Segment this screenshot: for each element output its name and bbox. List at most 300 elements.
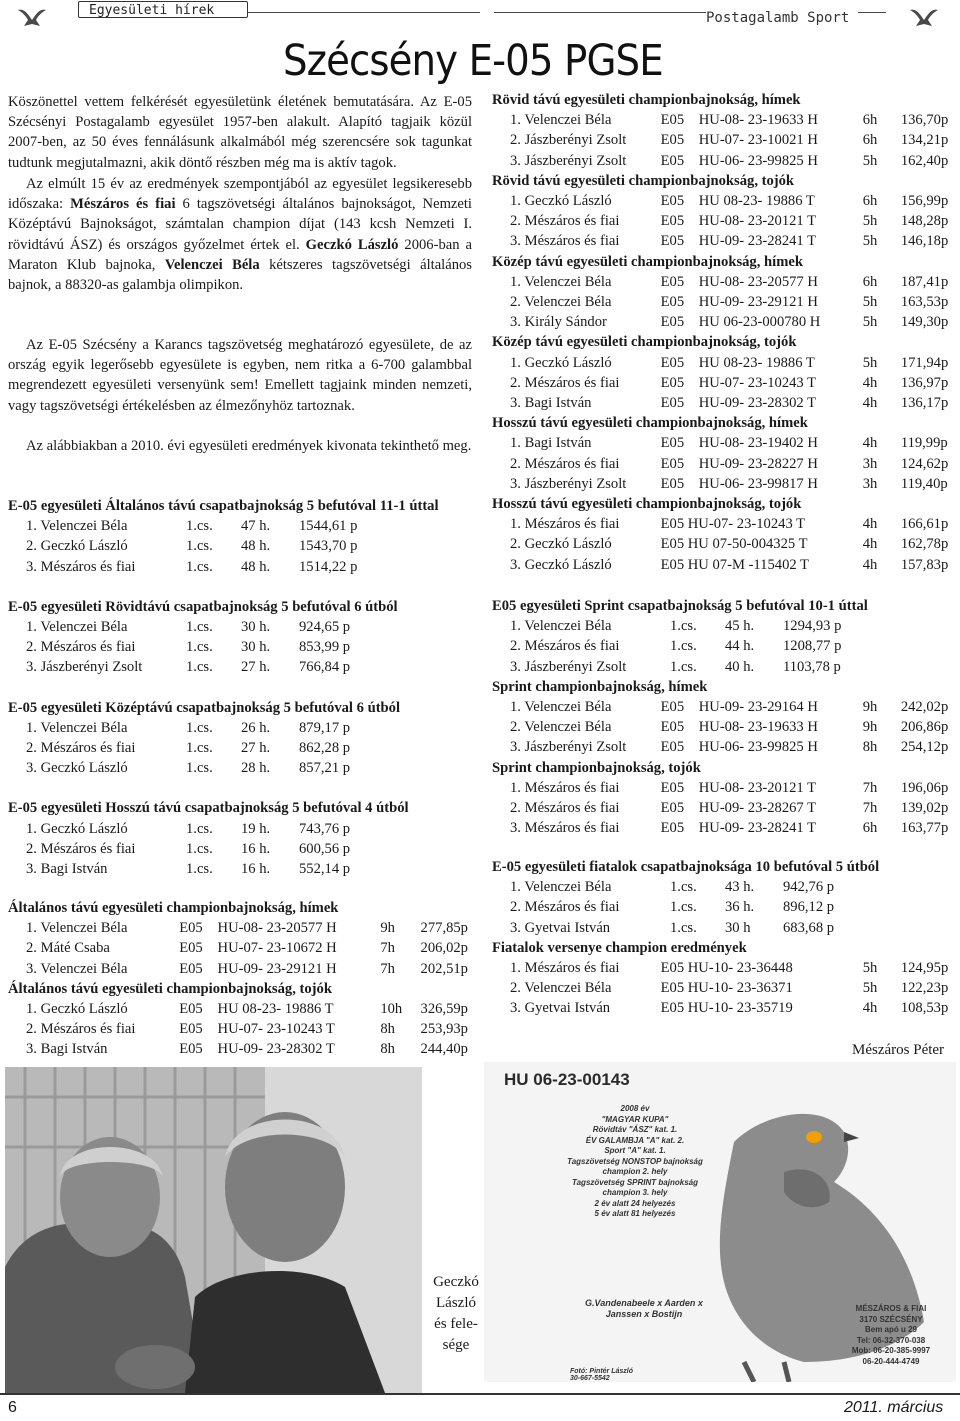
champion-results-left bbox=[8, 898, 478, 1060]
results-row bbox=[492, 373, 958, 393]
results-cell: 1514,22 p bbox=[299, 558, 358, 575]
results-cell: 124,95p bbox=[900, 960, 949, 977]
results-cell: 4h bbox=[862, 395, 878, 412]
results-cell: 2. Mészáros és fiai bbox=[26, 1021, 136, 1038]
results-cell: 5h bbox=[862, 213, 878, 230]
results-row bbox=[8, 1039, 478, 1059]
results-cell: 47 h. bbox=[241, 518, 271, 535]
results-cell: 44 h. bbox=[725, 638, 755, 655]
results-cell: 924,65 p bbox=[299, 619, 351, 636]
results-cell: 30 h bbox=[725, 919, 751, 936]
results-cell: 136,97p bbox=[900, 374, 949, 391]
results-cell: 1. Bagi István bbox=[510, 435, 592, 452]
results-cell: 1.cs. bbox=[670, 638, 697, 655]
results-cell: 8h bbox=[380, 1021, 395, 1038]
results-cell: 857,21 p bbox=[299, 760, 351, 777]
results-cell: E05 bbox=[660, 374, 685, 391]
results-cell: E05 HU 07-M -115402 T bbox=[660, 556, 809, 573]
results-row bbox=[492, 717, 958, 737]
results-row bbox=[8, 657, 478, 677]
results-cell: 1.cs. bbox=[186, 538, 213, 555]
results-cell: HU-08- 23-20121 T bbox=[698, 779, 817, 796]
results-cell: 119,99p bbox=[900, 435, 948, 452]
results-cell: 10h bbox=[380, 1001, 403, 1018]
results-cell: 6h bbox=[862, 132, 878, 149]
results-cell: 3. Jászberényi Zsolt bbox=[510, 152, 627, 169]
results-cell: HU-08- 23-19633 H bbox=[698, 112, 818, 129]
results-cell: 2. Jászberényi Zsolt bbox=[510, 132, 627, 149]
pigeon-owner-info: MÉSZÁROS & FIAI 3170 SZÉCSÉNY Bem apó u 29 Tel: 06-32-370-038 Mob: 06-20-385-9997 06-20-444-4749 bbox=[851, 1304, 931, 1366]
results-heading: Általános távú egyesületi championbajnokság, tojók bbox=[8, 980, 332, 997]
results-row bbox=[8, 959, 478, 979]
results-cell: E05 bbox=[660, 112, 685, 129]
results-cell: E05 bbox=[660, 193, 685, 210]
results-cell: 2. Velenczei Béla bbox=[510, 980, 612, 997]
results-cell: 206,86p bbox=[900, 719, 949, 736]
intro-paragraph: Köszönettel vettem felkérését egyesületünk életének bemutatására. Az E-05 Szécsényi Postagalamb egyesület 1957-ben alakult. Alapító tagjaik közül 2007-ben, az 50 éves fennálásunk alkalmából még szerencsére sok tagunkat tudtunk megjutalmazni, akik döntő részben még ma is aktív tagok. bbox=[8, 94, 472, 171]
results-cell: 119,40p bbox=[900, 475, 948, 492]
results-cell: 4h bbox=[862, 536, 878, 553]
results-row bbox=[8, 938, 478, 958]
results-cell: 3. Velenczei Béla bbox=[26, 960, 128, 977]
author-credit: Mészáros Péter bbox=[852, 1042, 945, 1058]
results-row bbox=[492, 534, 958, 554]
results-cell: 2. Mészáros és fiai bbox=[510, 455, 620, 472]
section-label: Egyesületi hírek bbox=[78, 1, 248, 18]
results-row bbox=[492, 998, 958, 1018]
results-cell: 1.cs. bbox=[186, 719, 213, 736]
results-cell: E05 bbox=[179, 1021, 203, 1038]
results-cell: 162,40p bbox=[900, 152, 949, 169]
results-cell: 48 h. bbox=[241, 538, 271, 555]
results-heading: Hosszú távú egyesületi championbajnokság, hímek bbox=[492, 415, 808, 432]
results-cell: 277,85p bbox=[420, 920, 468, 937]
results-row bbox=[492, 555, 958, 575]
results-cell: 16 h. bbox=[241, 840, 271, 857]
article-title: Szécsény E-05 PGSE bbox=[283, 36, 663, 86]
magazine-name: Postagalamb Sport bbox=[706, 10, 850, 26]
results-heading: Fiatalok versenye champion eredmények bbox=[492, 939, 747, 956]
results-heading: E05 egyesületi Sprint csapatbajnokság 5 befutóval 10-1 úttal bbox=[492, 598, 868, 614]
results-row bbox=[492, 130, 958, 150]
results-heading: Hosszú távú egyesületi championbajnokság, tojók bbox=[492, 496, 802, 513]
results-row bbox=[492, 231, 958, 251]
champion-results-right bbox=[492, 90, 958, 575]
footer-rule bbox=[0, 1393, 960, 1395]
results-row bbox=[492, 514, 958, 534]
results-cell: 2. Mészáros és fiai bbox=[26, 740, 136, 757]
issue-date: 2011. március bbox=[844, 1399, 944, 1416]
results-cell: 326,59p bbox=[420, 1001, 468, 1018]
results-row bbox=[492, 292, 958, 312]
results-cell: HU-09- 23-29121 H bbox=[217, 960, 337, 977]
results-row bbox=[8, 516, 478, 536]
results-cell: E05 bbox=[660, 455, 685, 472]
results-heading: E-05 egyesületi fiatalok csapatbajnoksága 10 befutóval 5 útból bbox=[492, 859, 880, 875]
results-row bbox=[492, 151, 958, 171]
results-cell: E05 bbox=[660, 699, 685, 716]
results-cell: 1. Velenczei Béla bbox=[26, 619, 128, 636]
results-heading: Rövid távú egyesületi championbajnokság, tojók bbox=[492, 172, 795, 189]
results-cell: 36 h. bbox=[725, 899, 755, 916]
results-cell: E05 HU-07- 23-10243 T bbox=[660, 516, 806, 533]
results-cell: E05 bbox=[660, 779, 685, 796]
results-cell: 2. Mészáros és fiai bbox=[510, 899, 620, 916]
intro-paragraph: Az alábbiakban a 2010. évi egyesületi eredmények kivonata tekinthető meg. bbox=[26, 438, 472, 454]
results-heading: Közép távú egyesületi championbajnokság, hímek bbox=[492, 253, 803, 270]
results-row bbox=[492, 897, 958, 917]
results-row bbox=[8, 557, 478, 577]
results-cell: 896,12 p bbox=[783, 899, 835, 916]
results-cell: 2. Máté Csaba bbox=[26, 940, 110, 957]
header-rule bbox=[248, 12, 480, 13]
results-cell: 1.cs. bbox=[670, 899, 697, 916]
results-cell: 1.cs. bbox=[186, 861, 213, 878]
results-cell: 2. Velenczei Béla bbox=[510, 294, 612, 311]
results-cell: 1.cs. bbox=[670, 618, 697, 635]
results-cell: HU 08-23- 19886 T bbox=[698, 193, 815, 210]
results-row bbox=[492, 211, 958, 231]
results-cell: 139,02p bbox=[900, 800, 949, 817]
results-cell: 1. Velenczei Béla bbox=[510, 879, 612, 896]
results-cell: 134,21p bbox=[900, 132, 949, 149]
results-cell: 743,76 p bbox=[299, 820, 351, 837]
results-cell: 108,53p bbox=[900, 1000, 949, 1017]
results-cell: 3. Király Sándor bbox=[510, 314, 607, 331]
results-cell: 149,30p bbox=[900, 314, 949, 331]
results-row bbox=[492, 798, 958, 818]
results-cell: 5h bbox=[862, 233, 878, 250]
results-cell: 6h bbox=[862, 273, 878, 290]
results-cell: HU-09- 23-28241 T bbox=[698, 820, 817, 837]
results-cell: 3. Mészáros és fiai bbox=[26, 558, 136, 575]
results-cell: 1.cs. bbox=[186, 619, 213, 636]
results-cell: 19 h. bbox=[241, 820, 271, 837]
results-row bbox=[8, 718, 478, 738]
results-cell: 146,18p bbox=[900, 233, 949, 250]
results-cell: 2. Mészáros és fiai bbox=[26, 639, 136, 656]
results-cell: 1. Geczkó László bbox=[26, 820, 128, 837]
results-cell: 853,99 p bbox=[299, 639, 351, 656]
results-row bbox=[8, 918, 478, 938]
results-cell: 683,68 p bbox=[783, 919, 835, 936]
results-cell: HU-08- 23-20577 H bbox=[698, 273, 818, 290]
results-heading: Sprint championbajnokság, hímek bbox=[492, 678, 708, 695]
results-cell: 242,02p bbox=[900, 699, 949, 716]
results-row bbox=[492, 272, 958, 292]
results-cell: 3. Bagi István bbox=[26, 861, 108, 878]
results-cell: 16 h. bbox=[241, 861, 271, 878]
results-cell: HU-09- 23-28267 T bbox=[698, 800, 817, 817]
results-cell: 3. Mészáros és fiai bbox=[510, 233, 620, 250]
results-cell: 5h bbox=[862, 980, 878, 997]
results-cell: 3. Geczkó László bbox=[510, 556, 612, 573]
results-cell: 1294,93 p bbox=[783, 618, 842, 635]
results-cell: 552,14 p bbox=[299, 861, 351, 878]
results-cell: E05 HU-10- 23-35719 bbox=[660, 1000, 793, 1017]
results-heading: Sprint championbajnokság, tojók bbox=[492, 759, 701, 776]
results-cell: 171,94p bbox=[900, 354, 949, 371]
results-cell: 26 h. bbox=[241, 719, 271, 736]
results-cell: 254,12p bbox=[900, 739, 949, 756]
results-row bbox=[8, 637, 478, 657]
results-cell: E05 HU 07-50-004325 T bbox=[660, 536, 808, 553]
sprint-results bbox=[492, 596, 958, 838]
results-cell: 4h bbox=[862, 556, 878, 573]
results-cell: 600,56 p bbox=[299, 840, 351, 857]
results-heading: E-05 egyesületi Hosszú távú csapatbajnokság 5 befutóval 4 útból bbox=[8, 800, 409, 817]
results-row bbox=[492, 312, 958, 332]
results-cell: HU-07- 23-10243 T bbox=[698, 374, 817, 391]
results-cell: 43 h. bbox=[725, 879, 755, 896]
results-cell: 3. Gyetvai István bbox=[510, 1000, 611, 1017]
results-cell: 3. Geczkó László bbox=[26, 760, 128, 777]
results-row bbox=[492, 958, 958, 978]
results-cell: E05 bbox=[660, 719, 685, 736]
results-cell: 1.cs. bbox=[186, 760, 213, 777]
results-cell: HU-09- 23-29164 H bbox=[698, 699, 818, 716]
results-cell: HU-09- 23-28302 T bbox=[698, 395, 817, 412]
results-cell: 766,84 p bbox=[299, 659, 351, 676]
results-cell: 5h bbox=[862, 314, 878, 331]
results-cell: 148,28p bbox=[900, 213, 949, 230]
photo-caption: Geczkó László és fele- sége bbox=[433, 1274, 479, 1353]
results-cell: HU-07- 23-10021 H bbox=[698, 132, 818, 149]
results-cell: 1. Geczkó László bbox=[26, 1001, 128, 1018]
results-cell: 1. Velenczei Béla bbox=[510, 112, 612, 129]
results-cell: 28 h. bbox=[241, 760, 271, 777]
results-cell: 163,77p bbox=[900, 820, 949, 837]
results-cell: E05 bbox=[660, 152, 685, 169]
results-cell: 1. Velenczei Béla bbox=[26, 719, 128, 736]
results-cell: 187,41p bbox=[900, 273, 949, 290]
results-cell: 1. Geczkó László bbox=[510, 354, 612, 371]
results-row bbox=[492, 191, 958, 211]
results-cell: 7h bbox=[862, 779, 878, 796]
page-number: 6 bbox=[8, 1399, 17, 1416]
results-cell: 879,17 p bbox=[299, 719, 351, 736]
results-row bbox=[492, 474, 958, 494]
results-cell: 1. Mészáros és fiai bbox=[510, 779, 620, 796]
results-cell: 2. Mészáros és fiai bbox=[510, 374, 620, 391]
dove-logo-icon bbox=[906, 4, 942, 39]
results-row bbox=[8, 999, 478, 1019]
results-row bbox=[492, 433, 958, 453]
results-row bbox=[492, 353, 958, 373]
results-cell: HU-07- 23-10243 T bbox=[217, 1021, 335, 1038]
results-cell: 157,83p bbox=[900, 556, 949, 573]
results-row bbox=[492, 818, 958, 838]
results-cell: 942,76 p bbox=[783, 879, 835, 896]
results-row bbox=[492, 918, 958, 938]
results-cell: 162,78p bbox=[900, 536, 949, 553]
results-cell: 8h bbox=[862, 739, 878, 756]
results-cell: E05 bbox=[660, 800, 685, 817]
results-cell: HU 08-23- 19886 T bbox=[217, 1001, 334, 1018]
header-rule bbox=[858, 12, 886, 13]
results-cell: 2. Mészáros és fiai bbox=[26, 840, 136, 857]
results-cell: 27 h. bbox=[241, 659, 271, 676]
results-cell: HU-09- 23-28241 T bbox=[698, 233, 817, 250]
pigeon-ring-number: HU 06-23-00143 bbox=[504, 1070, 630, 1089]
results-row bbox=[8, 617, 478, 637]
results-cell: 156,99p bbox=[900, 193, 949, 210]
results-cell: 4h bbox=[862, 1000, 878, 1017]
results-cell: 136,17p bbox=[900, 395, 949, 412]
results-cell: 27 h. bbox=[241, 740, 271, 757]
results-cell: 3h bbox=[862, 475, 878, 492]
results-cell: 1208,77 p bbox=[783, 638, 842, 655]
results-cell: HU-08- 23-20121 T bbox=[698, 213, 817, 230]
results-cell: 136,70p bbox=[900, 112, 949, 129]
results-cell: 4h bbox=[862, 374, 878, 391]
results-row bbox=[492, 877, 958, 897]
results-row bbox=[492, 616, 958, 636]
results-heading: Általános távú egyesületi championbajnokság, hímek bbox=[8, 900, 339, 916]
results-cell: 1. Velenczei Béla bbox=[26, 920, 128, 937]
results-cell: 1.cs. bbox=[670, 919, 697, 936]
results-cell: 3. Bagi István bbox=[510, 395, 592, 412]
results-cell: E05 bbox=[660, 233, 685, 250]
results-row bbox=[492, 737, 958, 757]
results-heading: Rövid távú egyesületi championbajnokság, hímek bbox=[492, 92, 801, 108]
results-heading: E-05 egyesületi Általános távú csapatbajnokság 5 befutóval 11-1 úttal bbox=[8, 498, 439, 514]
results-row bbox=[8, 1019, 478, 1039]
results-cell: HU-09- 23-29121 H bbox=[698, 294, 818, 311]
results-cell: 862,28 p bbox=[299, 740, 351, 757]
header-rule bbox=[494, 12, 706, 13]
results-cell: 4h bbox=[862, 516, 878, 533]
results-cell: E05 bbox=[660, 820, 685, 837]
results-row bbox=[8, 758, 478, 778]
results-cell: 1.cs. bbox=[186, 740, 213, 757]
results-row bbox=[492, 110, 958, 130]
results-cell: E05 bbox=[660, 475, 685, 492]
results-cell: 1. Mészáros és fiai bbox=[510, 960, 620, 977]
results-cell: E05 bbox=[179, 1001, 203, 1018]
results-cell: E05 bbox=[660, 294, 685, 311]
results-cell: 244,40p bbox=[420, 1041, 468, 1058]
results-cell: HU-08- 23-19402 H bbox=[698, 435, 818, 452]
results-cell: E05 bbox=[660, 435, 685, 452]
results-cell: 7h bbox=[380, 960, 395, 977]
results-cell: 3. Jászberényi Zsolt bbox=[510, 658, 627, 675]
results-cell: 1.cs. bbox=[186, 820, 213, 837]
results-cell: 196,06p bbox=[900, 779, 949, 796]
results-cell: 5h bbox=[862, 294, 878, 311]
results-cell: HU 08-23- 19886 T bbox=[698, 354, 815, 371]
results-row bbox=[492, 657, 958, 677]
results-cell: E05 HU-10- 23-36371 bbox=[660, 980, 793, 997]
results-cell: 1.cs. bbox=[186, 659, 213, 676]
results-cell: 1. Velenczei Béla bbox=[510, 618, 612, 635]
results-cell: E05 bbox=[660, 132, 685, 149]
results-cell: 2. Geczkó László bbox=[26, 538, 128, 555]
results-cell: 4h bbox=[862, 435, 878, 452]
results-row bbox=[492, 636, 958, 656]
results-cell: 1543,70 p bbox=[299, 538, 358, 555]
results-cell: 1.cs. bbox=[186, 518, 213, 535]
results-cell: 7h bbox=[862, 800, 878, 817]
results-cell: E05 bbox=[179, 1041, 203, 1058]
results-cell: HU-08- 23-20577 H bbox=[217, 920, 337, 937]
results-cell: 253,93p bbox=[420, 1021, 468, 1038]
results-cell: 124,62p bbox=[900, 455, 949, 472]
results-cell: HU-06- 23-99825 H bbox=[698, 739, 818, 756]
results-cell: 7h bbox=[380, 940, 395, 957]
pigeon-achievements: 2008 év "MAGYAR KUPA" Rövidtáv "ÁSZ" kat. 1. ÉV GALAMBJA "A" kat. 2. Sport "A" kat. 1. Tagszövetség NONSTOP bajnokság champion 2. hely Tagszövetség SPRINT bajnokság champion 3. hely 2 év alatt 24 helyezés 5 év alatt 81 helyezés bbox=[567, 1104, 703, 1218]
results-heading: Közép távú egyesületi championbajnokság, tojók bbox=[492, 334, 797, 351]
results-cell: 9h bbox=[862, 699, 878, 716]
young-results bbox=[492, 857, 958, 1019]
results-heading: E-05 egyesületi Rövidtávú csapatbajnokság 5 befutóval 6 útból bbox=[8, 598, 398, 615]
results-cell: 206,02p bbox=[420, 940, 468, 957]
pigeon-photo-credit: Fotó: Pintér László 30-667-5542 bbox=[570, 1368, 633, 1382]
results-row bbox=[492, 978, 958, 998]
results-cell: HU-06- 23-99825 H bbox=[698, 152, 818, 169]
results-cell: 1.cs. bbox=[186, 639, 213, 656]
results-cell: 5h bbox=[862, 960, 878, 977]
results-cell: 1.cs. bbox=[186, 840, 213, 857]
results-cell: 9h bbox=[862, 719, 878, 736]
results-cell: 163,53p bbox=[900, 294, 949, 311]
results-cell: 166,61p bbox=[900, 516, 949, 533]
results-row bbox=[8, 536, 478, 556]
results-cell: E05 bbox=[660, 213, 685, 230]
results-cell: E05 bbox=[179, 940, 203, 957]
team-results-left bbox=[8, 496, 478, 879]
results-cell: 3. Mészáros és fiai bbox=[510, 820, 620, 837]
results-cell: HU-09- 23-28227 H bbox=[698, 455, 818, 472]
results-cell: E05 HU-10- 23-36448 bbox=[660, 960, 793, 977]
results-cell: E05 bbox=[179, 960, 203, 977]
results-cell: 5h bbox=[862, 152, 878, 169]
results-cell: HU-07- 23-10672 H bbox=[217, 940, 337, 957]
results-cell: 3. Gyetvai István bbox=[510, 919, 611, 936]
intro-paragraph: Az elmúlt 15 év az eredmények szempontjából az egyesület legsikeresebb időszaka: Mészáros és fiai 6 tagszövetségi általános bajnokságot, Nemzeti Középtávú Bajnokságot, számtalan champion díjat (143 kcsh Nemzeti I. rövidtávú ÁSZ) és országos győzelmet értek el. Geczkó László 2006-ban a Maraton Klub bajnoka, Velenczei Béla kétszeres tagszövetségi általános bajnok, a 88320-as galambja olimpikon. bbox=[8, 176, 472, 294]
pigeon-bloodline: G.Vandenabeele x Aarden x Janssen x Bostijn bbox=[585, 1298, 703, 1319]
results-row bbox=[492, 393, 958, 413]
results-cell: E05 bbox=[660, 395, 685, 412]
results-cell: 1103,78 p bbox=[783, 658, 841, 675]
pigeon-card bbox=[484, 1062, 956, 1382]
results-cell: 8h bbox=[380, 1041, 395, 1058]
results-row bbox=[492, 454, 958, 474]
results-cell: 1. Velenczei Béla bbox=[510, 699, 612, 716]
results-cell: E05 bbox=[660, 354, 685, 371]
results-row bbox=[492, 778, 958, 798]
results-cell: 6h bbox=[862, 193, 878, 210]
results-cell: 2. Mészáros és fiai bbox=[510, 800, 620, 817]
results-cell: 122,23p bbox=[900, 980, 949, 997]
results-cell: E05 bbox=[179, 920, 203, 937]
results-cell: 1544,61 p bbox=[299, 518, 358, 535]
results-cell: E05 bbox=[660, 314, 685, 331]
results-cell: 6h bbox=[862, 820, 878, 837]
results-cell: HU 06-23-000780 H bbox=[698, 314, 821, 331]
results-cell: 1.cs. bbox=[670, 879, 697, 896]
results-cell: 202,51p bbox=[420, 960, 468, 977]
results-cell: 2. Velenczei Béla bbox=[510, 719, 612, 736]
results-heading: E-05 egyesületi Középtávú csapatbajnokság 5 befutóval 6 útból bbox=[8, 699, 401, 716]
results-row bbox=[8, 839, 478, 859]
results-cell: 30 h. bbox=[241, 639, 271, 656]
results-cell: 1.cs. bbox=[670, 658, 697, 675]
results-row bbox=[492, 697, 958, 717]
results-cell: HU-08- 23-19633 H bbox=[698, 719, 818, 736]
results-cell: 2. Geczkó László bbox=[510, 536, 612, 553]
results-row bbox=[8, 859, 478, 879]
